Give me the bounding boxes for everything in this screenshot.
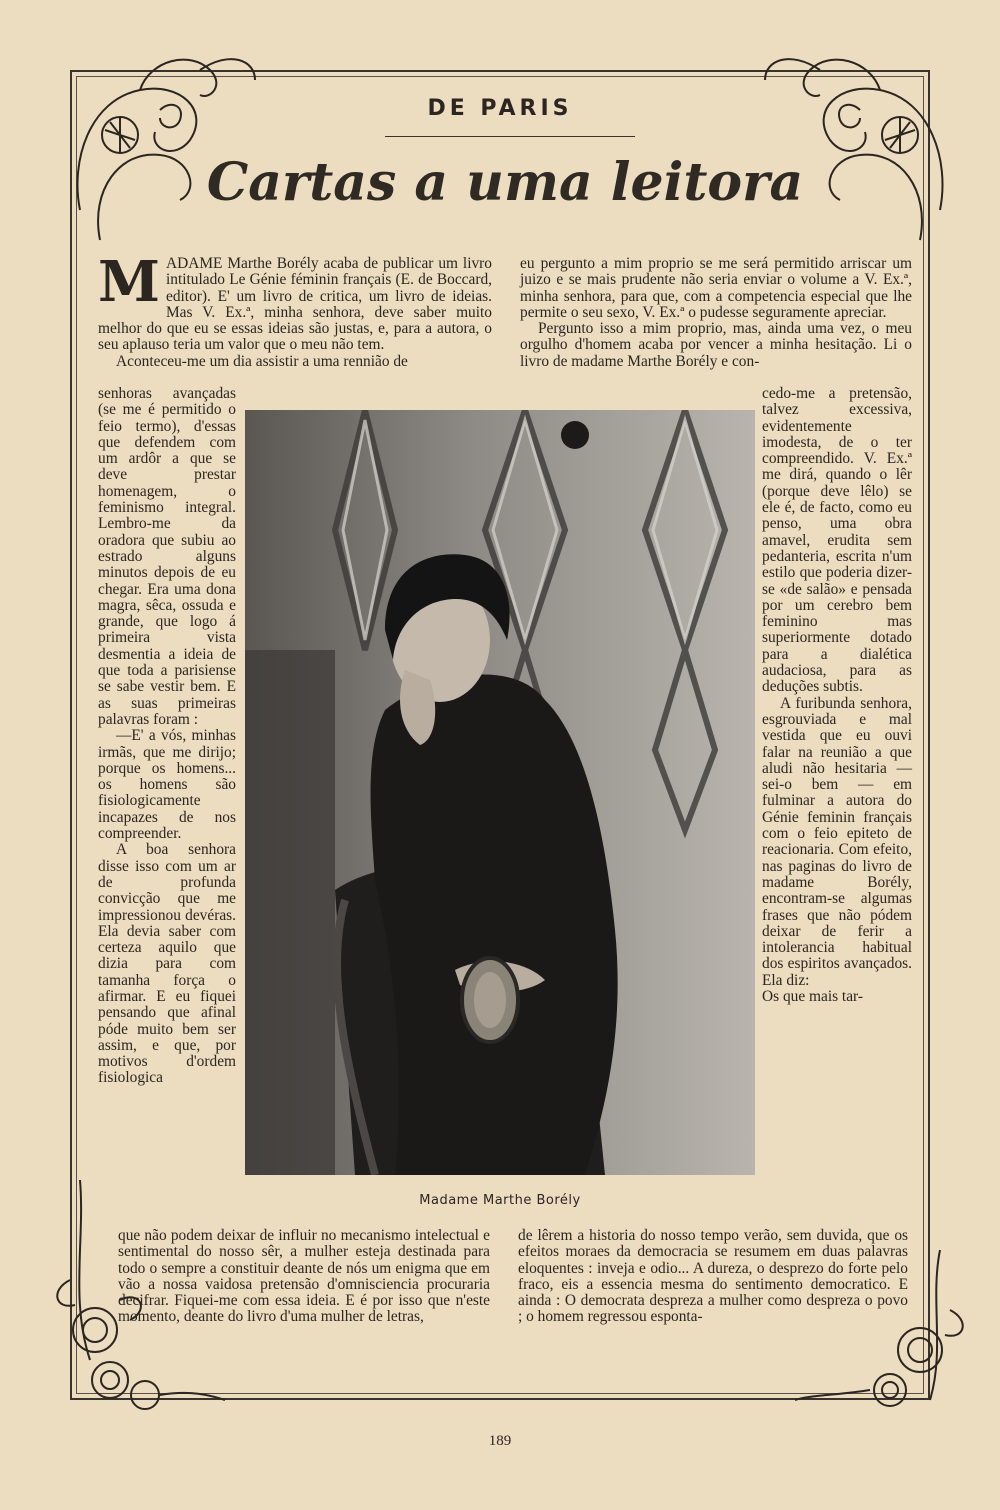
paragraph-9: cedo-me a pretensão, talvez excessiva, evidentemente imodesta, de o ter compreendido. V. Ex.ª me dirá, quando o lêr (porque deve lêlo) se ele é, de facto, como eu penso, uma obra amavel, erudita sem pedanteria, escrita n'um estilo que poderia dizer-se «de salão» e pensada por um cerebro bem feminino mas superiormente dotado para a dialética audaciosa, para as deduções subtis. (762, 385, 912, 696)
top-right-ornament (760, 40, 960, 250)
article-title: Cartas a uma leitora (206, 152, 804, 213)
section-label: DE PARIS (427, 96, 573, 121)
paragraph-5: A boa senhora disse isso com um ar de profunda convicção que me impressionou devéras. Ela devia saber com certeza aquilo que dizia para com tamanha força o afirmar. E eu fiquei pensando que afinal póde muito bem ser assim, e que, por motivos d'ordem fisiologica (98, 841, 236, 1087)
paragraph-12: de lêrem a historia do nosso tempo verão, sem duvida, que os efeitos moraes da democracia se resumem em duas palavras eloquentes : inveja e odio... A dureza, o desprezo do forte pelo fraco, eis a essencia mesma do sentimento democratico. E ainda : O democrata despreza a mulher como despreza o povo ; o homem regressou esponta- (518, 1227, 908, 1326)
column-2-top (520, 256, 912, 370)
paragraph-6: que não podem deixar de influir no mecanismo intelectual e sentimental do nosso sêr, a mulher esteja destinada para todo o sempre a constituir deante de nós um enigma que em vão a nossa vaidosa pretensão d'omnisciencia procuraria decifrar. Fiquei-me com essa ideia. E é por isso que n'este momento, deante do livro d'uma mulher de letras, (118, 1227, 490, 1326)
paragraph-7: eu pergunto a mim proprio se me será permitido arriscar um juizo e se mais prudente não seria enviar o volume a V. Ex.ª, minha senhora, para que, com a competencia especial que lhe permite o seu sexo, V. Ex.ª o pudesse seguramente apreciar. (520, 255, 912, 321)
drop-cap-letter: M (98, 249, 160, 315)
column-2-narrow (762, 386, 912, 1005)
column-1-top (98, 249, 492, 370)
paragraph-11: Os que mais tar- (762, 987, 863, 1005)
paragraph-1: ADAME Marthe Borély acaba de publicar um livro intitulado Le Génie féminin français (E. de Boccard, editor). E' um livro de critica, um livro de ideias. Mas V. Ex.ª, minha senhora, deve saber muito melhor do que eu se essas ideias são justas, e, para a autora, o seu aplauso teria um valor que o meu não tem. (98, 255, 492, 354)
column-2-bottom (518, 1228, 908, 1326)
paragraph-10: A furibunda senhora, esgrouviada e mal vestida que eu ouvi falar na reunião a que aludi não hesitaria — sei-o bem — em fulminar a autora do Génie feminin français com o feio epiteto de reacionaria. Com efeito, nas paginas do livro de madame Borély, encontram-se algumas frases que não pódem deixar de ferir a intolerancia habitual dos espiritos avançados. Ela diz: (762, 694, 912, 989)
header-rule (385, 136, 635, 137)
paragraph-8: Pergunto isso a mim proprio, mas, ainda uma vez, o meu orgulho d'homem acaba por vencer a minha hesitação. Li o livro de madame Marthe Borély e con- (520, 320, 912, 370)
column-1-bottom (118, 1228, 490, 1326)
paragraph-2: Aconteceu-me um dia assistir a uma rennião de (116, 352, 408, 370)
column-1-narrow (98, 386, 236, 1087)
portrait-illustration (245, 410, 755, 1175)
page-number: 189 (488, 1433, 512, 1449)
top-left-ornament (60, 40, 260, 250)
portrait-photo (245, 410, 755, 1175)
photo-caption: Madame Marthe Borély (419, 1193, 581, 1208)
paragraph-4: —E' a vós, minhas irmãs, que me dirijo; porque os homens... os homens são fisiologicamente incapazes de nos compreender. (98, 727, 236, 843)
paragraph-3: senhoras avançadas (se me é permitido o feio termo), d'essas que defendem com um ardôr a que se deve prestar homenagem, o feminismo integral. Lembro-me da oradora que subiu ao estrado alguns minutos depois de eu chegar. Era uma dona magra, sêca, ossuda e grande, que logo á primeira vista desmentia a ideia de que toda a parisiense se sabe vestir bem. E as suas primeiras palavras foram : (98, 385, 236, 728)
